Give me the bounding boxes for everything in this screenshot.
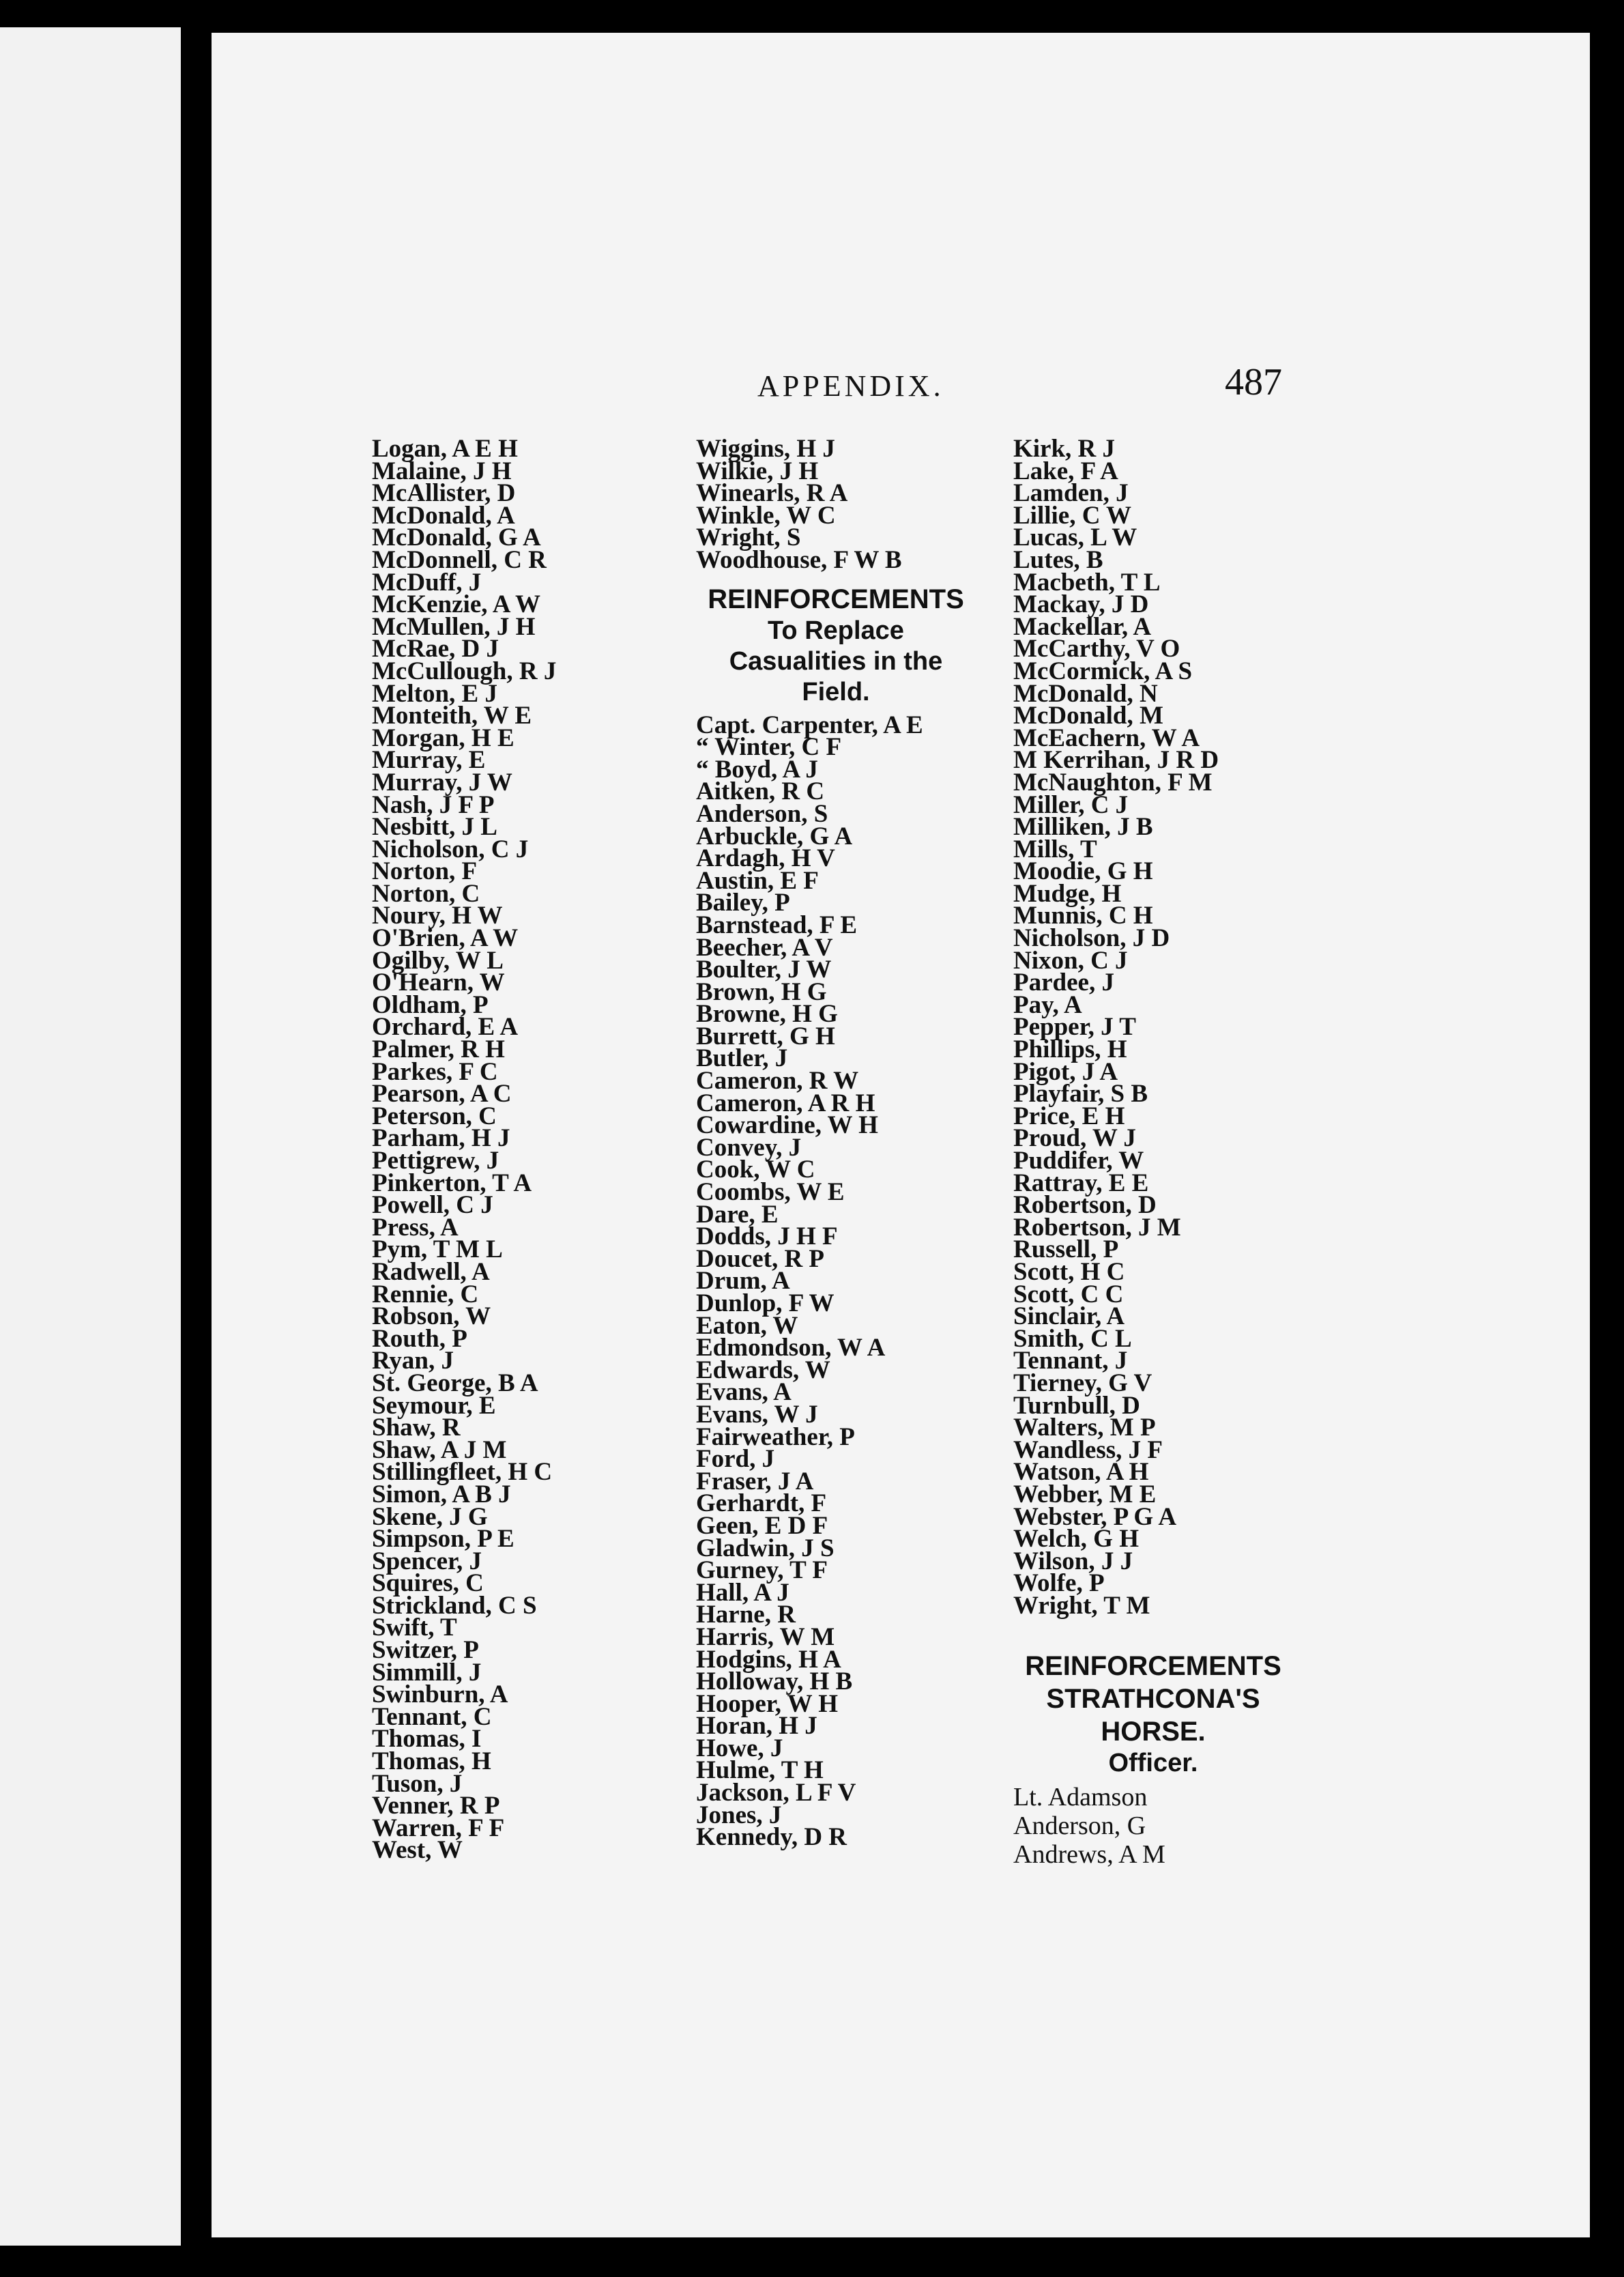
book-page [212,33,1590,2237]
name-entry: Shaw, R [372,1414,461,1442]
name-entry: McCarthy, V O [1013,635,1180,663]
name-entry: Skene, J G [372,1502,488,1531]
name-entry: Russell, P [1013,1235,1119,1264]
officers-list [696,711,976,784]
name-entry: Cook, W C [696,1156,815,1184]
name-entry: Lucas, L W [1013,524,1137,552]
name-entry: Parkes, F C [372,1057,498,1086]
name-entry: McDonald, M [1013,702,1163,730]
name-entry: Miller, C J [1013,790,1129,819]
name-entry: Macbeth, T L [1013,568,1161,597]
name-entry: Butler, J [696,1044,788,1073]
name-entry: Wolfe, P [1013,1569,1105,1598]
name-entry: Playfair, S B [1013,1080,1148,1108]
name-entry: Capt. Carpenter, A E [696,711,923,739]
name-entry: Welch, G H [1013,1525,1139,1553]
name-entry: Horan, H J [696,1712,817,1741]
name-entry: Press, A [372,1213,459,1242]
name-entry: Rennie, C [372,1280,479,1308]
name-entry: Austin, E F [696,866,819,895]
name-entry: Fairweather, P [696,1422,855,1451]
name-entry: Dodds, J H F [696,1222,838,1251]
name-entry: Wilson, J J [1013,1547,1133,1575]
strathcona-heading-line-4: Officer. [1108,1749,1198,1778]
name-entry: Ogilby, W L [372,946,504,975]
name-entry: Stillingfleet, H C [372,1458,553,1487]
name-entry: Pym, T M L [372,1235,503,1264]
name-entry: Edmondson, W A [696,1334,886,1362]
name-entry: Kirk, R J [1013,435,1116,463]
col2-main-list [696,777,976,1852]
name-entry: Jones, J [696,1801,782,1829]
name-entry: Gurney, T F [696,1556,828,1585]
col3-main-list [1013,435,1293,1620]
name-entry: Gladwin, J S [696,1534,835,1562]
name-entry: McCullough, R J [372,657,557,685]
name-entry: McDonnell, C R [372,545,547,574]
name-entry: McKenzie, A W [372,590,540,619]
name-entry: West, W [372,1836,463,1865]
name-entry: Pigot, J A [1013,1057,1118,1086]
name-entry: Rattray, E E [1013,1169,1149,1197]
name-entry: Palmer, R H [372,1035,505,1064]
name-entry: Fraser, J A [696,1467,814,1495]
name-entry: Wilkie, J H [696,457,819,485]
name-entry: McMullen, J H [372,612,536,641]
page-header-title: APPENDIX. [757,369,944,403]
name-entry: Edwards, W [696,1356,830,1384]
name-entry: Thomas, I [372,1725,482,1753]
name-column-2 [696,435,976,1852]
name-entry: Tennant, J [1013,1347,1128,1375]
name-entry: Morgan, H E [372,724,514,752]
name-entry: Doucet, R P [696,1244,825,1273]
name-entry: Watson, A H [1013,1458,1149,1487]
name-entry: Hodgins, H A [696,1645,841,1674]
name-entry: Tuson, J [372,1769,463,1798]
name-entry: Swift, T [372,1614,457,1642]
name-entry: Webster, P G A [1013,1502,1177,1531]
name-entry: Thomas, H [372,1747,491,1776]
name-entry: Puddifer, W [1013,1147,1144,1175]
name-entry: Evans, A [696,1378,792,1407]
name-entry: Wiggins, H J [696,435,835,463]
name-entry: Shaw, A J M [372,1435,507,1464]
name-entry: Radwell, A [372,1257,490,1286]
name-entry: “ Winter, C F [696,733,842,762]
name-entry: Hall, A J [696,1578,789,1607]
name-entry: Mills, T [1013,835,1097,863]
name-entry: Pinkerton, T A [372,1169,532,1197]
name-entry: Barnstead, F E [696,911,858,939]
name-entry: Brown, H G [696,977,827,1006]
name-entry: Routh, P [372,1324,467,1353]
name-entry: Squires, C [372,1569,484,1598]
name-entry: Swinburn, A [372,1680,508,1709]
name-entry: Harris, W M [696,1622,835,1651]
name-entry: Hulme, T H [696,1756,824,1785]
name-entry: Peterson, C [372,1102,497,1130]
facing-page-edge [0,27,181,2246]
name-entry: McEachern, W A [1013,724,1200,752]
name-entry: Jackson, L F V [696,1779,856,1807]
name-entry: Moodie, G H [1013,857,1153,886]
name-column-3 [1013,435,1293,1870]
name-entry: Ryan, J [372,1347,454,1375]
name-entry: Walters, M P [1013,1414,1156,1442]
name-entry: Pardee, J [1013,969,1114,997]
name-entry: M Kerrihan, J R D [1013,746,1219,775]
name-entry: Burrett, G H [696,1022,835,1050]
name-entry: Spencer, J [372,1547,482,1575]
name-entry: Warren, F F [372,1814,505,1842]
name-entry: Phillips, H [1013,1035,1127,1064]
name-entry: Kennedy, D R [696,1823,847,1852]
name-entry: Norton, F [372,857,478,886]
strathcona-heading-line-2: STRATHCONA'S [1046,1684,1260,1715]
name-entry: Evans, W J [696,1400,818,1429]
name-entry: Cameron, A R H [696,1089,875,1117]
reinforcements-heading [696,583,976,708]
name-entry: Switzer, P [372,1636,479,1665]
name-entry: Dunlop, F W [696,1289,835,1317]
name-entry: Simmill, J [372,1658,482,1687]
name-entry: Ford, J [696,1445,775,1474]
name-entry: Scott, C C [1013,1280,1124,1308]
name-entry: Cameron, R W [696,1067,859,1095]
name-entry: O'Brien, A W [372,924,519,953]
name-entry: Simpson, P E [372,1525,514,1553]
heading-line-4: Field. [802,677,870,706]
name-entry: Nicholson, C J [372,835,529,863]
name-entry: Proud, W J [1013,1124,1136,1153]
strathcona-heading [1013,1650,1293,1779]
name-entry: Hooper, W H [696,1689,838,1718]
name-entry: Dare, E [696,1200,779,1229]
name-entry: Cowardine, W H [696,1111,878,1140]
name-entry: Malaine, J H [372,457,512,485]
name-entry: O'Hearn, W [372,969,505,997]
name-entry: Strickland, C S [372,1591,537,1620]
name-entry: Anderson, S [696,799,828,828]
heading-line-3: Casualities in the [729,646,943,676]
name-entry: McCormick, A S [1013,657,1193,685]
name-entry: Milliken, J B [1013,813,1153,842]
name-entry: Oldham, P [372,990,489,1019]
name-entry: Eaton, W [696,1311,798,1340]
name-entry: Robertson, J M [1013,1213,1181,1242]
name-entry: Price, E H [1013,1102,1125,1130]
name-entry: Andrews, A M [1013,1840,1165,1870]
name-entry: Pay, A [1013,990,1082,1019]
name-entry: Boulter, J W [696,956,832,984]
name-entry: Venner, R P [372,1792,500,1820]
name-entry: Wright, T M [1013,1591,1150,1620]
name-entry: Robson, W [372,1302,491,1331]
name-entry: Simon, A B J [372,1480,511,1508]
name-entry: Nixon, C J [1013,946,1128,975]
name-entry: Ardagh, H V [696,844,835,873]
name-entry: Pepper, J T [1013,1013,1136,1042]
name-entry: Robertson, D [1013,1191,1157,1220]
heading-line-2: To Replace [768,616,904,645]
name-entry: Munnis, C H [1013,902,1153,930]
name-entry: Woodhouse, F W B [696,545,902,574]
name-entry: Murray, J W [372,768,512,797]
name-column-1 [372,435,557,1865]
name-entry: Melton, E J [372,679,497,708]
name-entry: Noury, H W [372,902,503,930]
col2-top-list [696,435,976,574]
name-entry: Lutes, B [1013,545,1103,574]
name-entry: Convey, J [696,1133,802,1162]
name-entry: Scott, H C [1013,1257,1125,1286]
name-entry: Pearson, A C [372,1080,512,1108]
name-entry: Winearls, R A [696,479,848,508]
name-entry: Nesbitt, J L [372,813,497,842]
name-entry: St. George, B A [372,1369,538,1397]
name-entry: McDonald, G A [372,524,541,552]
name-entry: Lake, F A [1013,457,1118,485]
name-entry: Nash, J F P [372,790,495,819]
name-entry: Lamden, J [1013,479,1129,508]
name-entry: Gerhardt, F [696,1489,827,1518]
name-entry: Seymour, E [372,1391,496,1420]
name-entry: Norton, C [372,879,480,908]
name-entry: Logan, A E H [372,435,518,463]
name-entry: McRae, D J [372,635,499,663]
name-entry: Tennant, C [372,1702,492,1731]
strathcona-heading-line-3: HORSE. [1101,1717,1206,1747]
name-entry: Winkle, W C [696,501,836,530]
name-entry: Arbuckle, G A [696,822,853,850]
name-entry: Webber, M E [1013,1480,1157,1508]
name-entry: Wandless, J F [1013,1435,1163,1464]
name-entry: Anderson, G [1013,1811,1146,1841]
name-entry: Orchard, E A [372,1013,519,1042]
name-entry: Beecher, A V [696,933,833,962]
name-entry: McDuff, J [372,568,482,597]
page-number: 487 [1225,361,1282,403]
name-entry: McNaughton, F M [1013,768,1213,797]
name-entry: Monteith, W E [372,702,532,730]
name-entry: Nicholson, J D [1013,924,1170,953]
name-entry: Harne, R [696,1601,796,1629]
name-entry: McDonald, N [1013,679,1158,708]
strathcona-heading-line-1: REINFORCEMENTS [1025,1651,1281,1682]
name-entry: Drum, A [696,1267,790,1295]
name-entry: Tierney, G V [1013,1369,1152,1397]
name-entry: Holloway, H B [696,1667,853,1696]
name-entry: Murray, E [372,746,486,775]
officer-entry: Lt. Adamson [1013,1783,1148,1812]
name-entry: Mackellar, A [1013,612,1152,641]
name-entry: Geen, E D F [696,1511,828,1540]
name-entry: Coombs, W E [696,1178,845,1207]
name-entry: Turnbull, D [1013,1391,1140,1420]
name-entry: “ Boyd, A J [696,755,818,784]
name-entry: Aitken, R C [696,777,825,806]
name-entry: Howe, J [696,1734,783,1762]
name-entry: Mudge, H [1013,879,1122,908]
name-entry: Smith, C L [1013,1324,1132,1353]
name-entry: Mackay, J D [1013,590,1149,619]
name-entry: McAllister, D [372,479,516,508]
name-entry: Bailey, P [696,889,790,917]
name-entry: Powell, C J [372,1191,493,1220]
name-entry: Browne, H G [696,1000,838,1029]
heading-line-1: REINFORCEMENTS [708,584,964,614]
col3-tail-list [1013,1811,1293,1869]
name-entry: McDonald, A [372,501,515,530]
name-entry: Lillie, C W [1013,501,1132,530]
name-entry: Sinclair, A [1013,1302,1125,1331]
name-entry: Pettigrew, J [372,1147,499,1175]
name-entry: Parham, H J [372,1124,510,1153]
name-entry: Wright, S [696,524,801,552]
